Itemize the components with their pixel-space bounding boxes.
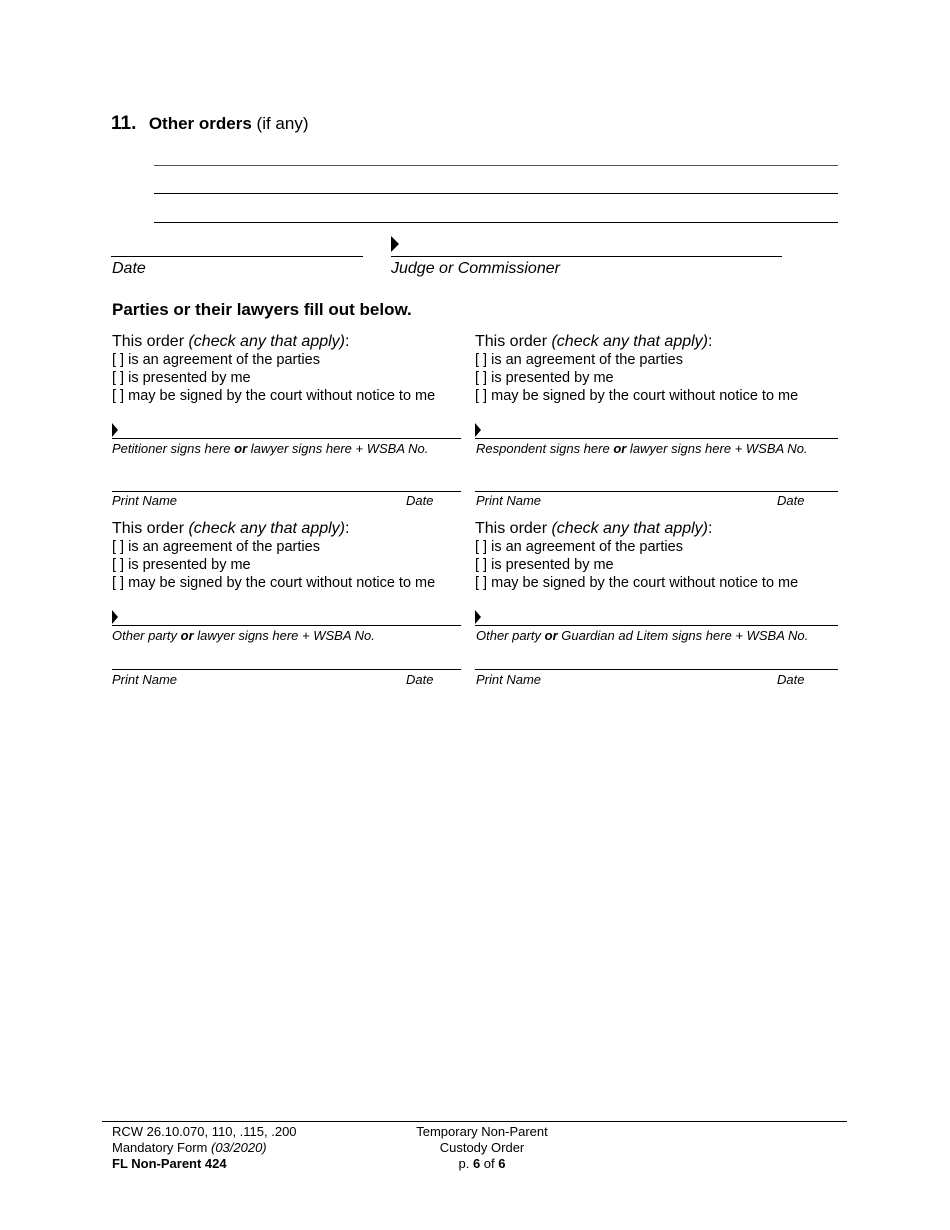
section-title-suffix: (if any) bbox=[256, 114, 309, 133]
judge-signature-label: Judge or Commissioner bbox=[391, 260, 560, 277]
order-checklist-other-party bbox=[112, 519, 467, 592]
respondent-print-name-line[interactable] bbox=[475, 491, 838, 492]
section-title: Other orders bbox=[148, 114, 252, 133]
checkbox-signed-without-notice[interactable]: [ ] may be signed by the court without notice to me bbox=[112, 575, 436, 591]
order-checklist-respondent bbox=[475, 332, 830, 405]
gal-date-label: Date bbox=[777, 672, 805, 687]
judge-date-label: Date bbox=[112, 260, 146, 277]
other-party-print-name-line[interactable] bbox=[112, 669, 461, 670]
petitioner-signature-line[interactable] bbox=[112, 438, 461, 439]
gal-signature-arrow-icon bbox=[475, 610, 481, 624]
checkbox-signed-without-notice[interactable]: [ ] may be signed by the court without notice to me bbox=[475, 575, 799, 591]
footer-page-number: p. 6 of 6 bbox=[458, 1156, 506, 1171]
checkbox-presented[interactable]: [ ] is presented by me bbox=[112, 557, 251, 573]
respondent-date-label: Date bbox=[777, 493, 805, 508]
judge-signature-line[interactable] bbox=[391, 256, 782, 257]
checkbox-agreement[interactable]: [ ] is an agreement of the parties bbox=[112, 352, 320, 368]
footer-mandatory: Mandatory Form (03/2020) bbox=[112, 1140, 267, 1155]
order-checklist-heading: This order (check any that apply): bbox=[112, 520, 350, 537]
order-checklist-heading: This order (check any that apply): bbox=[475, 520, 713, 537]
footer-title-1: Temporary Non-Parent bbox=[416, 1124, 548, 1139]
other-party-signature-label: Other party or lawyer signs here + WSBA No. bbox=[112, 628, 375, 643]
footer-left bbox=[112, 1124, 297, 1172]
checkbox-signed-without-notice[interactable]: [ ] may be signed by the court without notice to me bbox=[475, 388, 799, 404]
other-orders-line-3[interactable] bbox=[154, 222, 838, 223]
gal-print-name-label: Print Name bbox=[476, 672, 542, 687]
footer-title-2: Custody Order bbox=[439, 1140, 525, 1155]
order-checklist-heading: This order (check any that apply): bbox=[475, 333, 713, 350]
other-party-signature-arrow-icon bbox=[112, 610, 118, 624]
other-orders-line-2[interactable] bbox=[154, 193, 838, 194]
respondent-signature-line[interactable] bbox=[475, 438, 838, 439]
petitioner-signature-label: Petitioner signs here or lawyer signs here + WSBA No. bbox=[112, 441, 429, 456]
checkbox-presented[interactable]: [ ] is presented by me bbox=[112, 370, 251, 386]
footer-center bbox=[382, 1124, 582, 1172]
footer-rule bbox=[102, 1121, 847, 1122]
petitioner-signature-arrow-icon bbox=[112, 423, 118, 437]
checkbox-agreement[interactable]: [ ] is an agreement of the parties bbox=[475, 352, 683, 368]
respondent-print-name-label: Print Name bbox=[476, 493, 542, 508]
section-number: 11. bbox=[111, 113, 137, 134]
checkbox-presented[interactable]: [ ] is presented by me bbox=[475, 557, 614, 573]
checkbox-presented[interactable]: [ ] is presented by me bbox=[475, 370, 614, 386]
judge-date-line[interactable] bbox=[111, 256, 363, 257]
checkbox-agreement[interactable]: [ ] is an agreement of the parties bbox=[475, 539, 683, 555]
respondent-signature-label: Respondent signs here or lawyer signs here + WSBA No. bbox=[476, 441, 808, 456]
order-checklist-petitioner bbox=[112, 332, 467, 405]
gal-signature-line[interactable] bbox=[475, 625, 838, 626]
other-party-date-label: Date bbox=[406, 672, 434, 687]
petitioner-print-name-line[interactable] bbox=[112, 491, 461, 492]
gal-signature-label: Other party or Guardian ad Litem signs here + WSBA No. bbox=[476, 628, 809, 643]
other-orders-line-1[interactable] bbox=[154, 165, 838, 166]
checkbox-signed-without-notice[interactable]: [ ] may be signed by the court without notice to me bbox=[112, 388, 436, 404]
order-checklist-heading: This order (check any that apply): bbox=[112, 333, 350, 350]
footer-rcw: RCW 26.10.070, 110, .115, .200 bbox=[112, 1124, 297, 1139]
judge-signature-arrow-icon bbox=[391, 236, 399, 252]
order-checklist-gal bbox=[475, 519, 830, 592]
gal-print-name-line[interactable] bbox=[475, 669, 838, 670]
footer-form-id: FL Non-Parent 424 bbox=[112, 1156, 227, 1171]
other-party-print-name-label: Print Name bbox=[112, 672, 178, 687]
respondent-signature-arrow-icon bbox=[475, 423, 481, 437]
parties-heading: Parties or their lawyers fill out below. bbox=[112, 300, 412, 319]
petitioner-date-label: Date bbox=[406, 493, 434, 508]
petitioner-print-name-label: Print Name bbox=[112, 493, 178, 508]
section-heading bbox=[111, 113, 309, 135]
checkbox-agreement[interactable]: [ ] is an agreement of the parties bbox=[112, 539, 320, 555]
other-party-signature-line[interactable] bbox=[112, 625, 461, 626]
